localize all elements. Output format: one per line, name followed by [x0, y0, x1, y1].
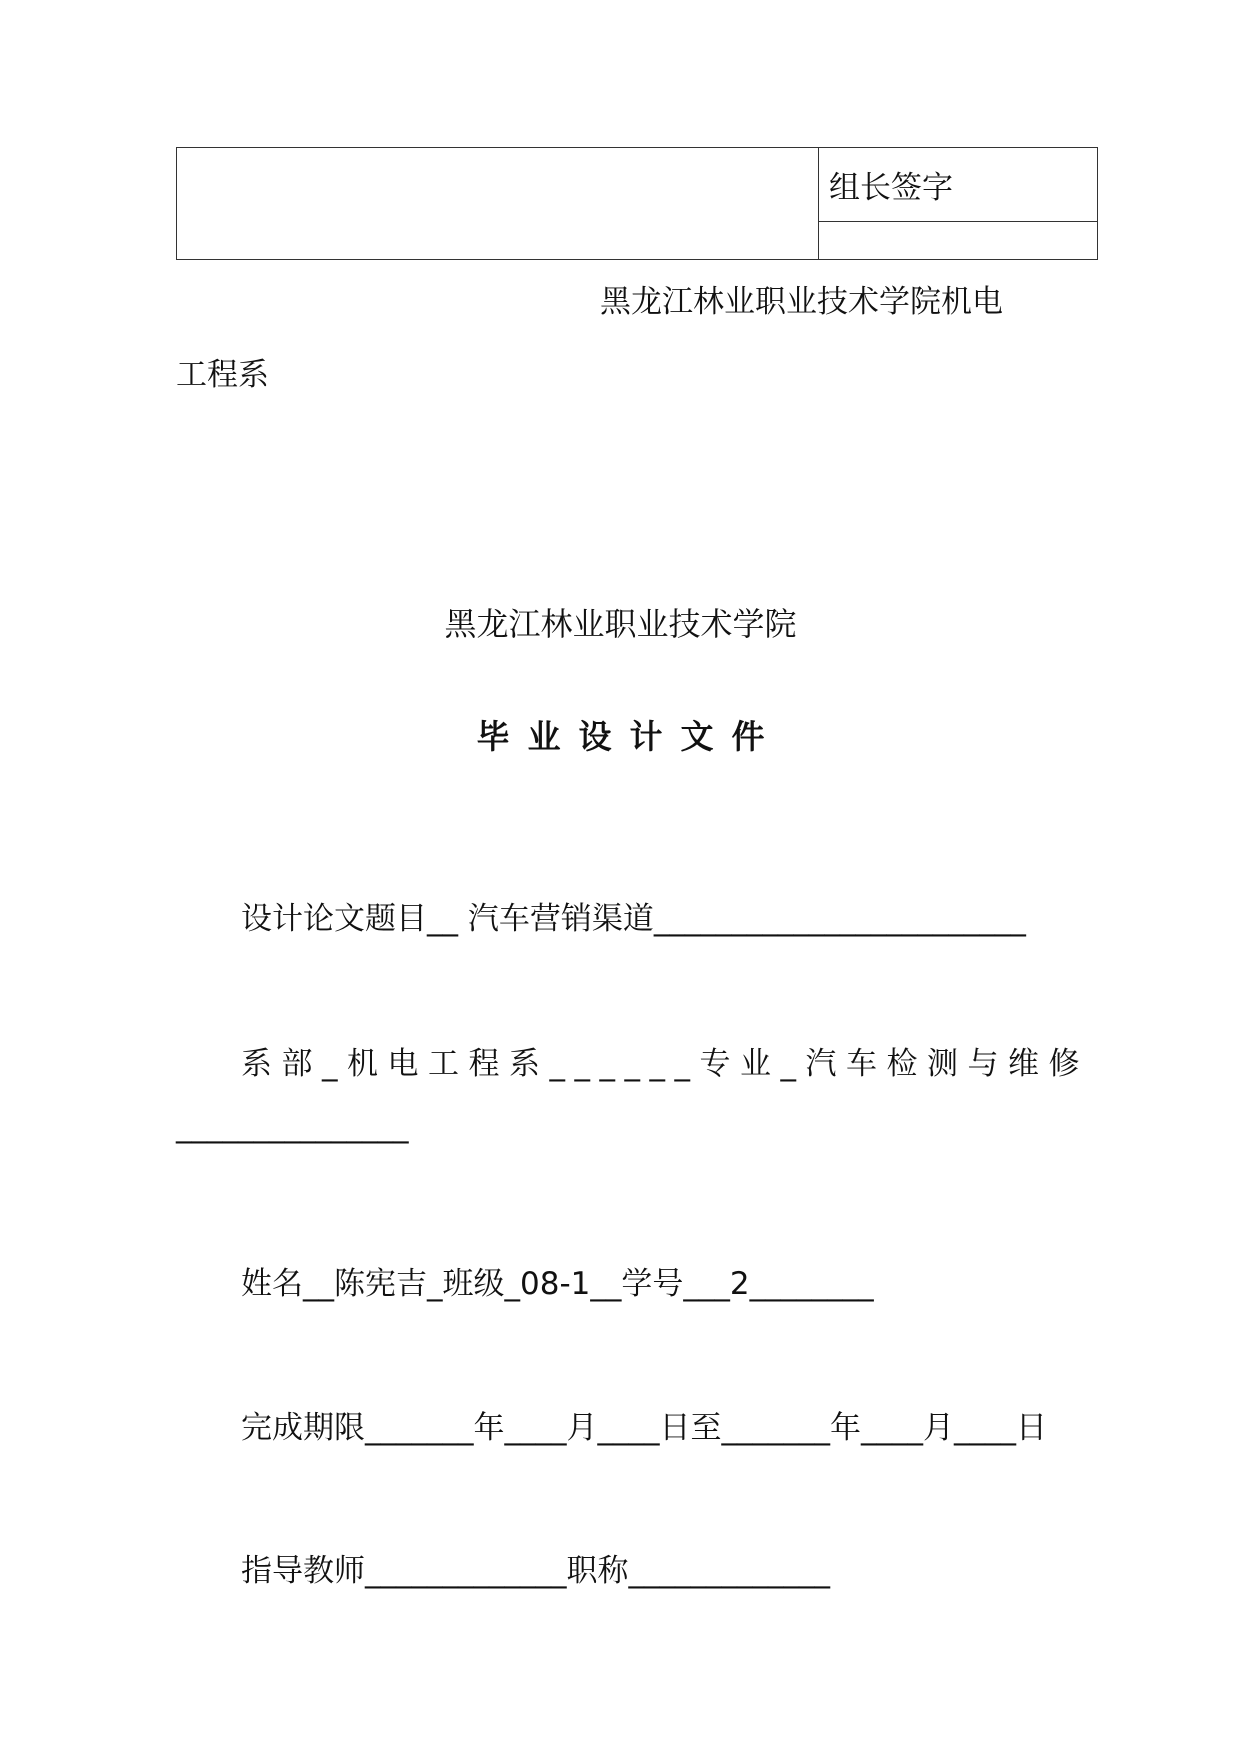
department-header-line-2: 工程系 [176, 357, 269, 393]
department-major-field: 系部_机电工程系______专业_汽车检测与维修 [241, 1046, 1089, 1082]
completion-period-field: 完成期限_______年____月____日至_______年____月____日 [241, 1410, 1047, 1446]
major-field-continuation: _______________ [176, 1108, 409, 1144]
document-title: 毕业设计文件 [476, 717, 783, 756]
student-info-field: 姓名__陈宪吉_班级_08-1__学号___2________ [241, 1266, 874, 1302]
thesis-topic-field: 设计论文题目__ 汽车营销渠道________________________ [241, 901, 1026, 937]
leader-sign-field [819, 222, 1098, 260]
leader-sign-table [176, 147, 1098, 260]
school-name: 黑龙江林业职业技术学院 [444, 605, 797, 643]
advisor-field: 指导教师_____________职称_____________ [241, 1553, 830, 1589]
leader-sign-label: 组长签字 [819, 148, 1098, 222]
department-header-line-1: 黑龙江林业职业技术学院机电 [600, 284, 1003, 320]
blank-cell [177, 148, 819, 260]
